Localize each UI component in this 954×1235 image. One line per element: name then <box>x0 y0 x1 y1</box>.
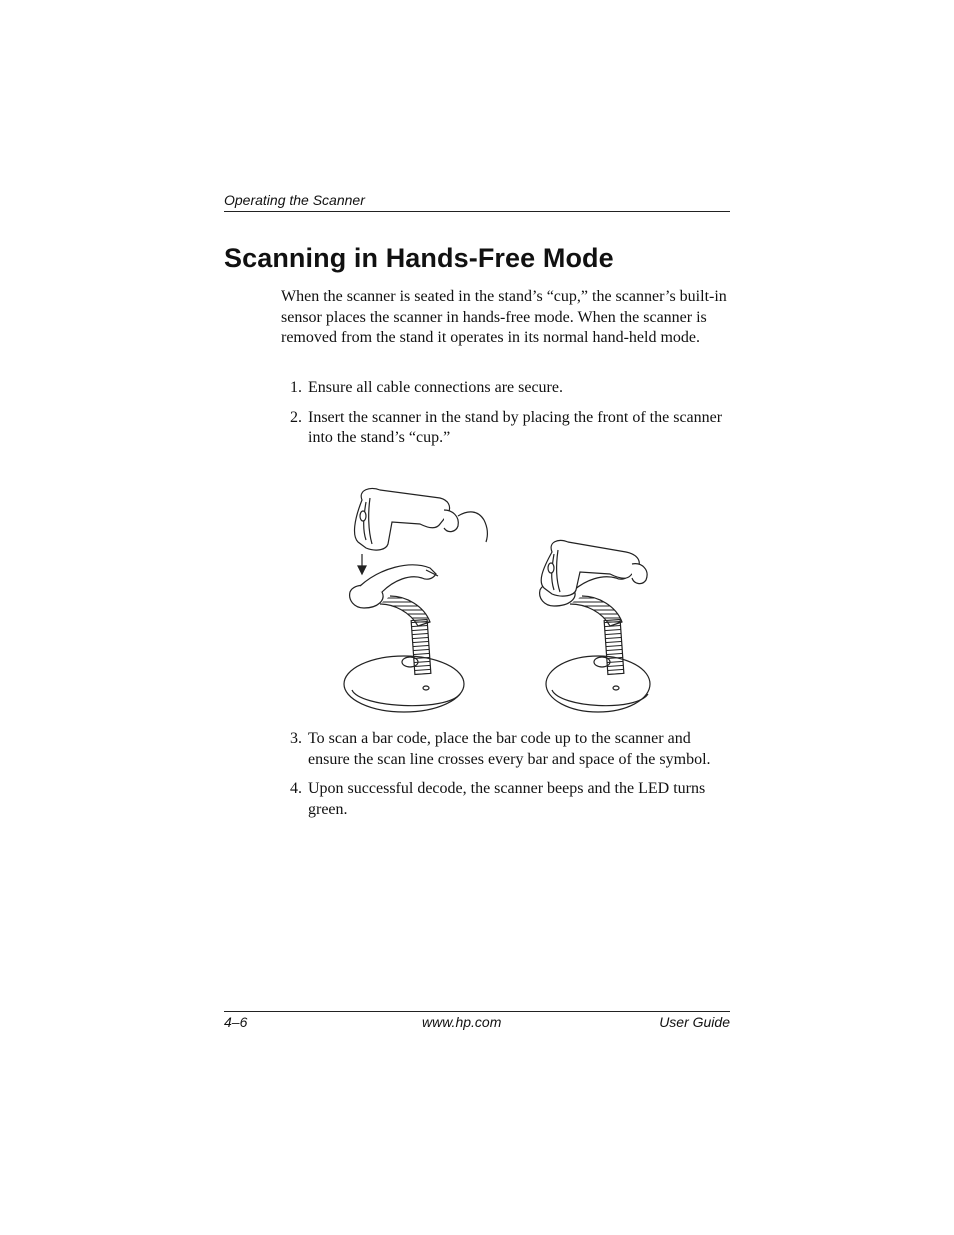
steps-list-part-1 <box>287 378 732 449</box>
footer-url: www.hp.com <box>422 1014 502 1030</box>
intro-paragraph: When the scanner is seated in the stand’s “cup,” the scanner’s built-in sensor places the scanner in hands-free mode. When the scanner is removed from the stand it operates in its normal hand-held mode. <box>281 288 727 346</box>
step-text: To scan a bar code, place the bar code up to the scanner and ensure the scan line crosses every bar and space of the symbol. <box>308 730 711 768</box>
step-number: 2. <box>290 408 302 426</box>
page-number: 4–6 <box>224 1014 248 1030</box>
running-header: Operating the Scanner <box>224 192 365 208</box>
step-text: Insert the scanner in the stand by placing the front of the scanner into the stand’s “cup.” <box>308 408 723 446</box>
seated-scanner-drawing <box>541 540 647 596</box>
footer-doc-title: User Guide <box>659 1014 730 1030</box>
step-number: 3. <box>290 730 302 747</box>
down-arrow-icon <box>358 554 366 574</box>
step-number: 1. <box>290 379 302 396</box>
scanner-stand-illustration <box>340 480 670 720</box>
step-text: Ensure all cable connections are secure. <box>308 379 563 396</box>
list-item <box>287 779 732 820</box>
step-text: Upon successful decode, the scanner beeps and the LED turns green. <box>308 780 706 818</box>
handheld-scanner-drawing <box>355 488 488 550</box>
list-item <box>287 378 732 399</box>
step-number: 4. <box>290 780 302 797</box>
header-rule <box>224 211 730 212</box>
footer-rule <box>224 1011 730 1012</box>
stand-left-drawing <box>344 565 464 712</box>
steps-list-part-2 <box>287 729 732 820</box>
list-item <box>287 408 732 449</box>
list-item <box>287 729 732 770</box>
page-title: Scanning in Hands-Free Mode <box>224 243 614 273</box>
